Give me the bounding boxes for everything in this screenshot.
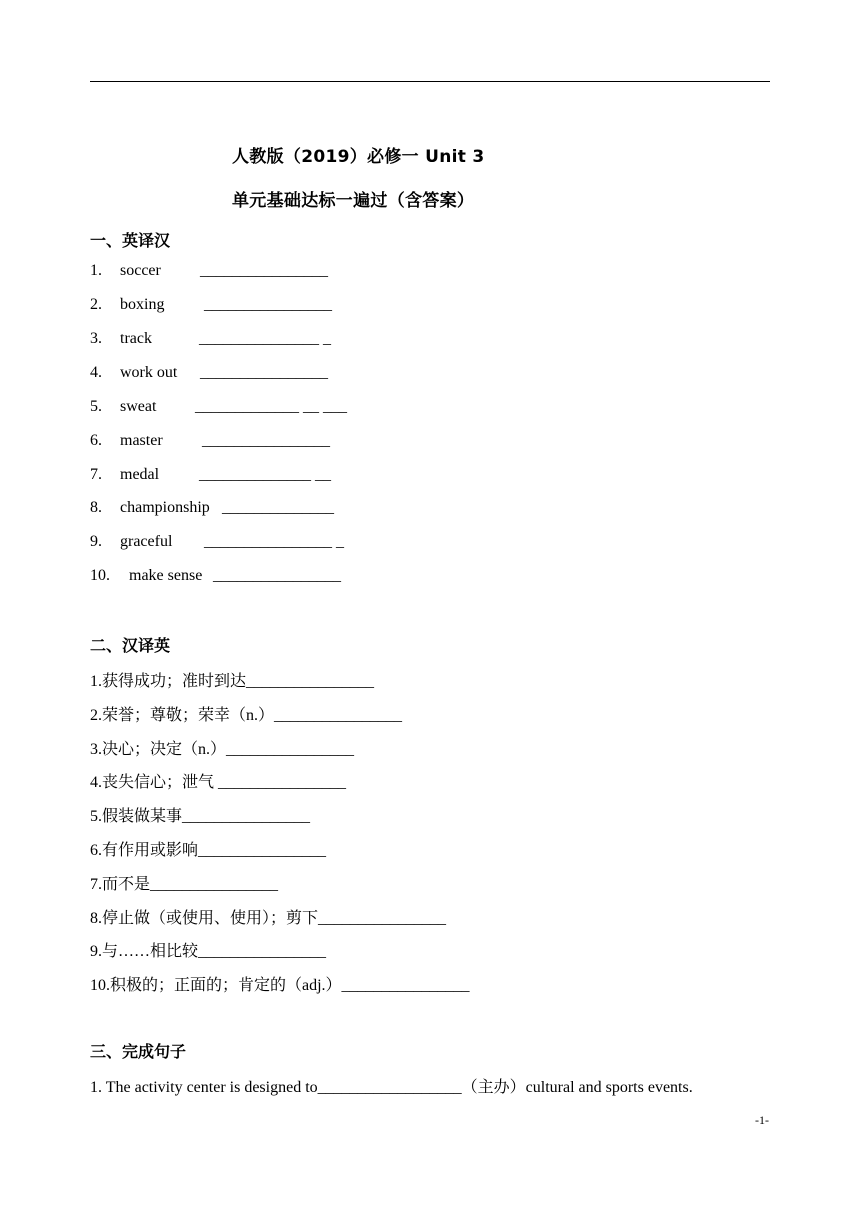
answer-blank: ________________ [202,432,330,449]
list-item: 3.决心；决定（n.）________________ [90,741,355,758]
item-term: track [120,330,152,347]
item-term: boxing [120,296,165,313]
list-item: 10.积极的；正面的；肯定的（adj.）________________ [90,977,470,994]
section-heading-2: 二、汉译英 [90,636,171,655]
answer-blank: ________________ [200,364,328,381]
page-number: -1- [755,1113,769,1127]
answer-blank: _____________ __ ___ [195,398,347,415]
item-number: 8. [90,499,102,516]
list-item: 4.丧失信心；泄气 ________________ [90,774,347,791]
answer-blank: ______________ __ [199,466,331,483]
item-term: championship [120,499,210,516]
answer-blank: ________________ _ [204,533,344,550]
list-item: 6.有作用或影响________________ [90,842,327,859]
list-item: 9.与……相比较________________ [90,943,327,960]
header-rule [90,81,770,82]
section-heading-3: 三、完成句子 [90,1042,187,1061]
item-number: 1. [90,262,102,279]
item-term: graceful [120,533,173,550]
item-term: sweat [120,398,157,415]
item-term: soccer [120,262,161,279]
item-number: 5. [90,398,102,415]
list-item: 8.停止做（或使用、使用）；剪下________________ [90,910,447,927]
item-number: 10. [90,567,110,584]
item-term: medal [120,466,160,483]
item-number: 6. [90,432,102,449]
item-term: make sense [129,567,203,584]
list-item: 1.获得成功；准时到达________________ [90,673,375,690]
item-term: work out [120,364,178,381]
document-subtitle: 单元基础达标一遍过（含答案） [232,191,475,211]
answer-blank: ________________ [213,567,341,584]
answer-blank: _______________ _ [199,330,331,347]
item-number: 2. [90,296,102,313]
list-item: 2.荣誉；尊敬；荣幸（n.）________________ [90,707,403,724]
item-number: 9. [90,533,102,550]
item-number: 7. [90,466,102,483]
list-item: 7.而不是________________ [90,876,279,893]
list-item: 5.假装做某事________________ [90,808,311,825]
document-title: 人教版（2019）必修一 Unit 3 [232,147,485,167]
answer-blank: ______________ [222,499,334,516]
list-item: 1. The activity center is designed to__________________（主办）cultural and sports events. [90,1079,693,1096]
answer-blank: ________________ [200,262,328,279]
section-heading-1: 一、英译汉 [90,231,171,250]
item-number: 3. [90,330,102,347]
item-number: 4. [90,364,102,381]
answer-blank: ________________ [204,296,332,313]
item-term: master [120,432,163,449]
